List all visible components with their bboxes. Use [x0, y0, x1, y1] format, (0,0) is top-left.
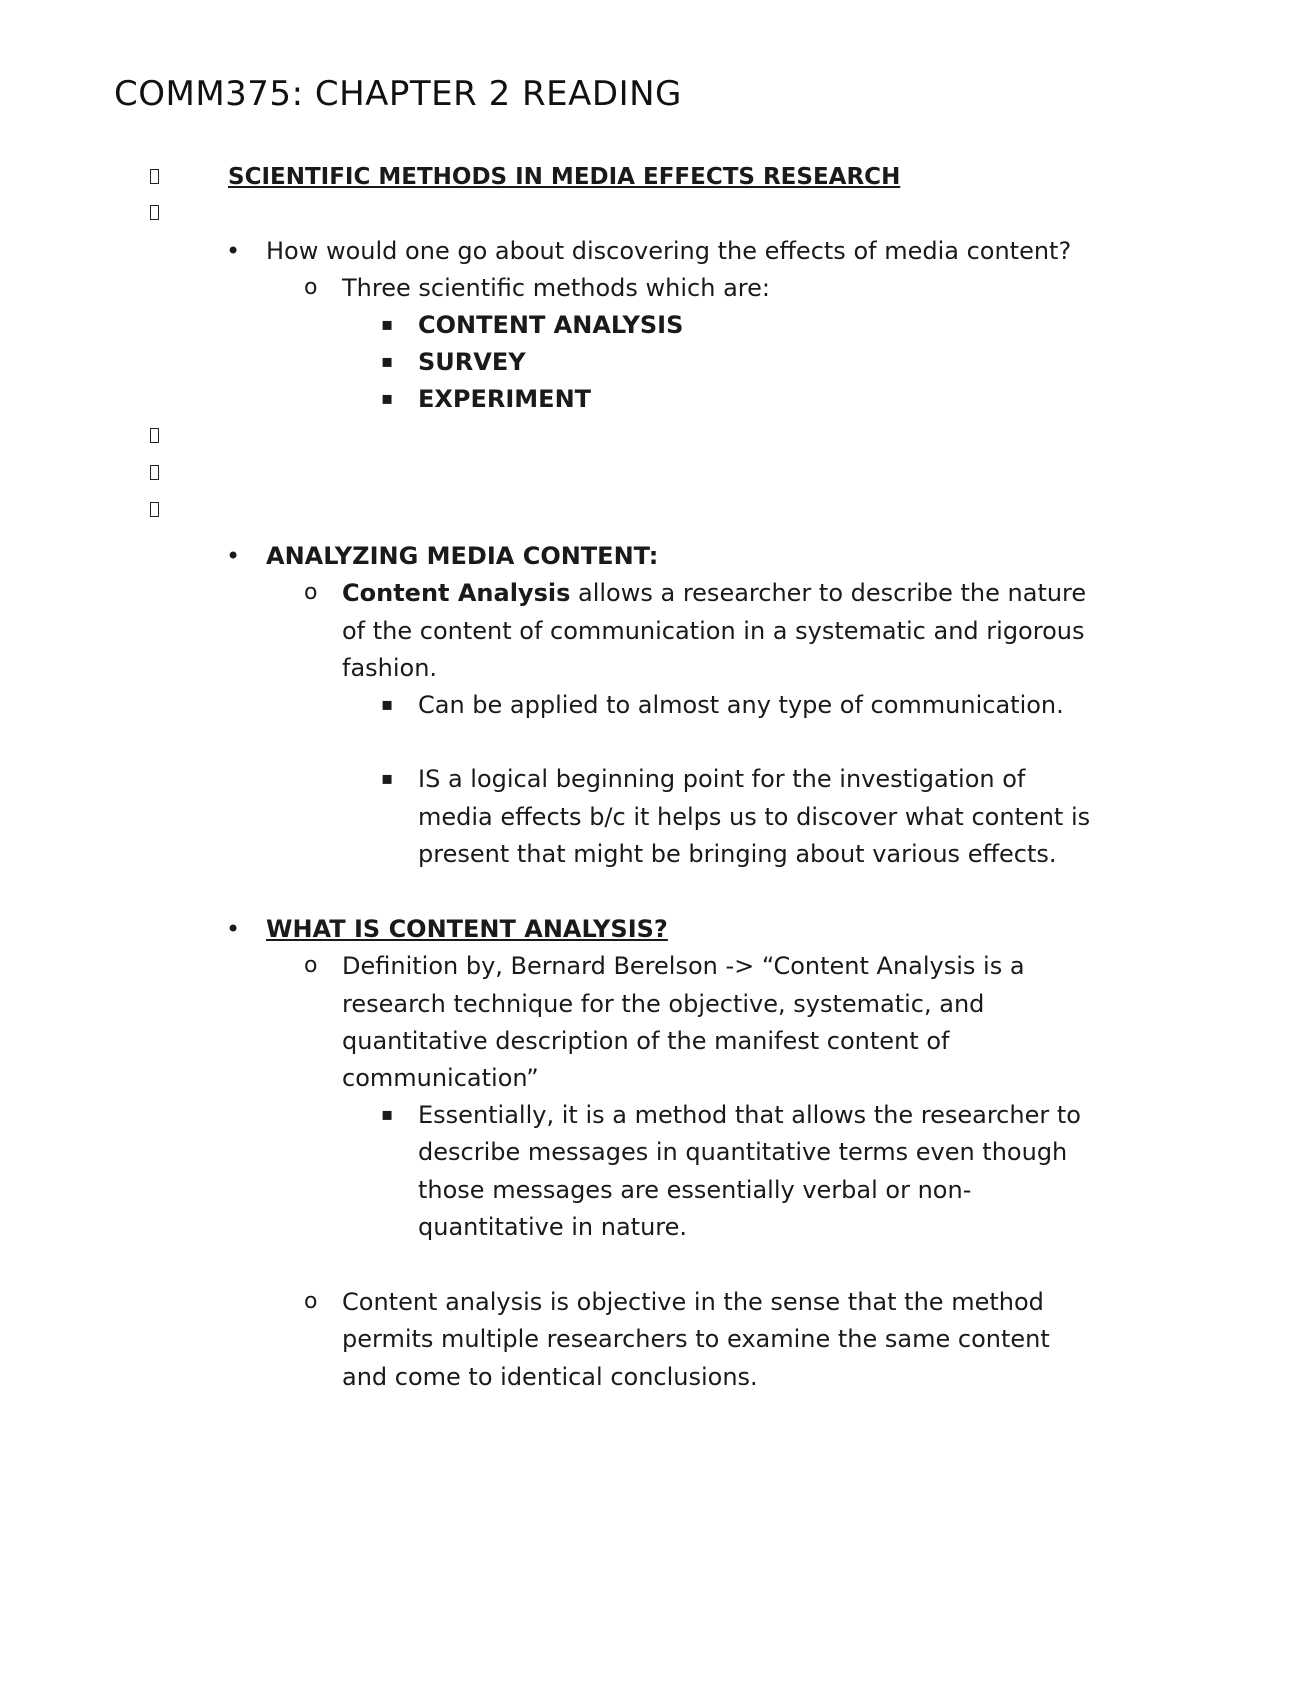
definition-text: quantitative description of the manifest content of — [342, 1027, 950, 1055]
objective-text: Content analysis is objective in the sense that the method — [342, 1288, 1044, 1316]
content-analysis-lead: allows a researcher to describe the nature — [570, 579, 1087, 607]
square-bullet-icon: ▪ — [381, 694, 394, 715]
square-bullet-icon: ▪ — [381, 351, 394, 372]
essentially-text: quantitative in nature. — [418, 1213, 688, 1241]
bullet-icon: • — [226, 237, 241, 265]
content-analysis-paragraph-line — [342, 574, 1086, 612]
circle-bullet-icon: o — [304, 1289, 318, 1314]
method-item: SURVEY — [418, 348, 526, 376]
missing-glyph-icon — [150, 465, 159, 480]
content-analysis-paragraph-line: fashion. — [342, 654, 438, 682]
objective-text: and come to identical conclusions. — [342, 1363, 758, 1391]
circle-bullet-icon: o — [304, 953, 318, 978]
bullet-icon: • — [226, 915, 241, 943]
method-item: EXPERIMENT — [418, 385, 592, 413]
missing-glyph-icon — [150, 169, 159, 184]
section-heading-what-is: WHAT IS CONTENT ANALYSIS? — [266, 915, 668, 943]
definition-text: research technique for the objective, systematic, and — [342, 990, 985, 1018]
square-bullet-icon: ▪ — [381, 768, 394, 789]
point-text: present that might be bringing about various effects. — [418, 840, 1057, 868]
content-analysis-paragraph-line: of the content of communication in a systematic and rigorous — [342, 617, 1085, 645]
square-bullet-icon: ▪ — [381, 388, 394, 409]
definition-text: communication” — [342, 1064, 539, 1092]
point-text: Can be applied to almost any type of communication. — [418, 691, 1064, 719]
question-text: How would one go about discovering the effects of media content? — [266, 237, 1072, 265]
circle-bullet-icon: o — [304, 275, 318, 300]
methods-intro-text: Three scientific methods which are: — [342, 274, 770, 302]
essentially-text: describe messages in quantitative terms even though — [418, 1138, 1068, 1166]
square-bullet-icon: ▪ — [381, 1104, 394, 1125]
essentially-text: those messages are essentially verbal or non- — [418, 1176, 972, 1204]
missing-glyph-icon — [150, 205, 159, 220]
missing-glyph-icon — [150, 428, 159, 443]
content-analysis-term: Content Analysis — [342, 579, 571, 607]
missing-glyph-icon — [150, 502, 159, 517]
section-heading-scientific-methods: SCIENTIFIC METHODS IN MEDIA EFFECTS RESEARCH — [228, 164, 901, 190]
bullet-icon: • — [226, 542, 241, 570]
circle-bullet-icon: o — [304, 580, 318, 605]
section-heading-analyzing: ANALYZING MEDIA CONTENT: — [266, 542, 659, 570]
definition-text: Definition by, Bernard Berelson -> “Content Analysis is a — [342, 952, 1025, 980]
essentially-text: Essentially, it is a method that allows the researcher to — [418, 1101, 1081, 1129]
point-text: media effects b/c it helps us to discover what content is — [418, 803, 1091, 831]
document-title: COMM375: CHAPTER 2 READING — [114, 74, 682, 114]
objective-text: permits multiple researchers to examine the same content — [342, 1325, 1050, 1353]
method-item: CONTENT ANALYSIS — [418, 311, 684, 339]
point-text: IS a logical beginning point for the investigation of — [418, 765, 1026, 793]
square-bullet-icon: ▪ — [381, 314, 394, 335]
